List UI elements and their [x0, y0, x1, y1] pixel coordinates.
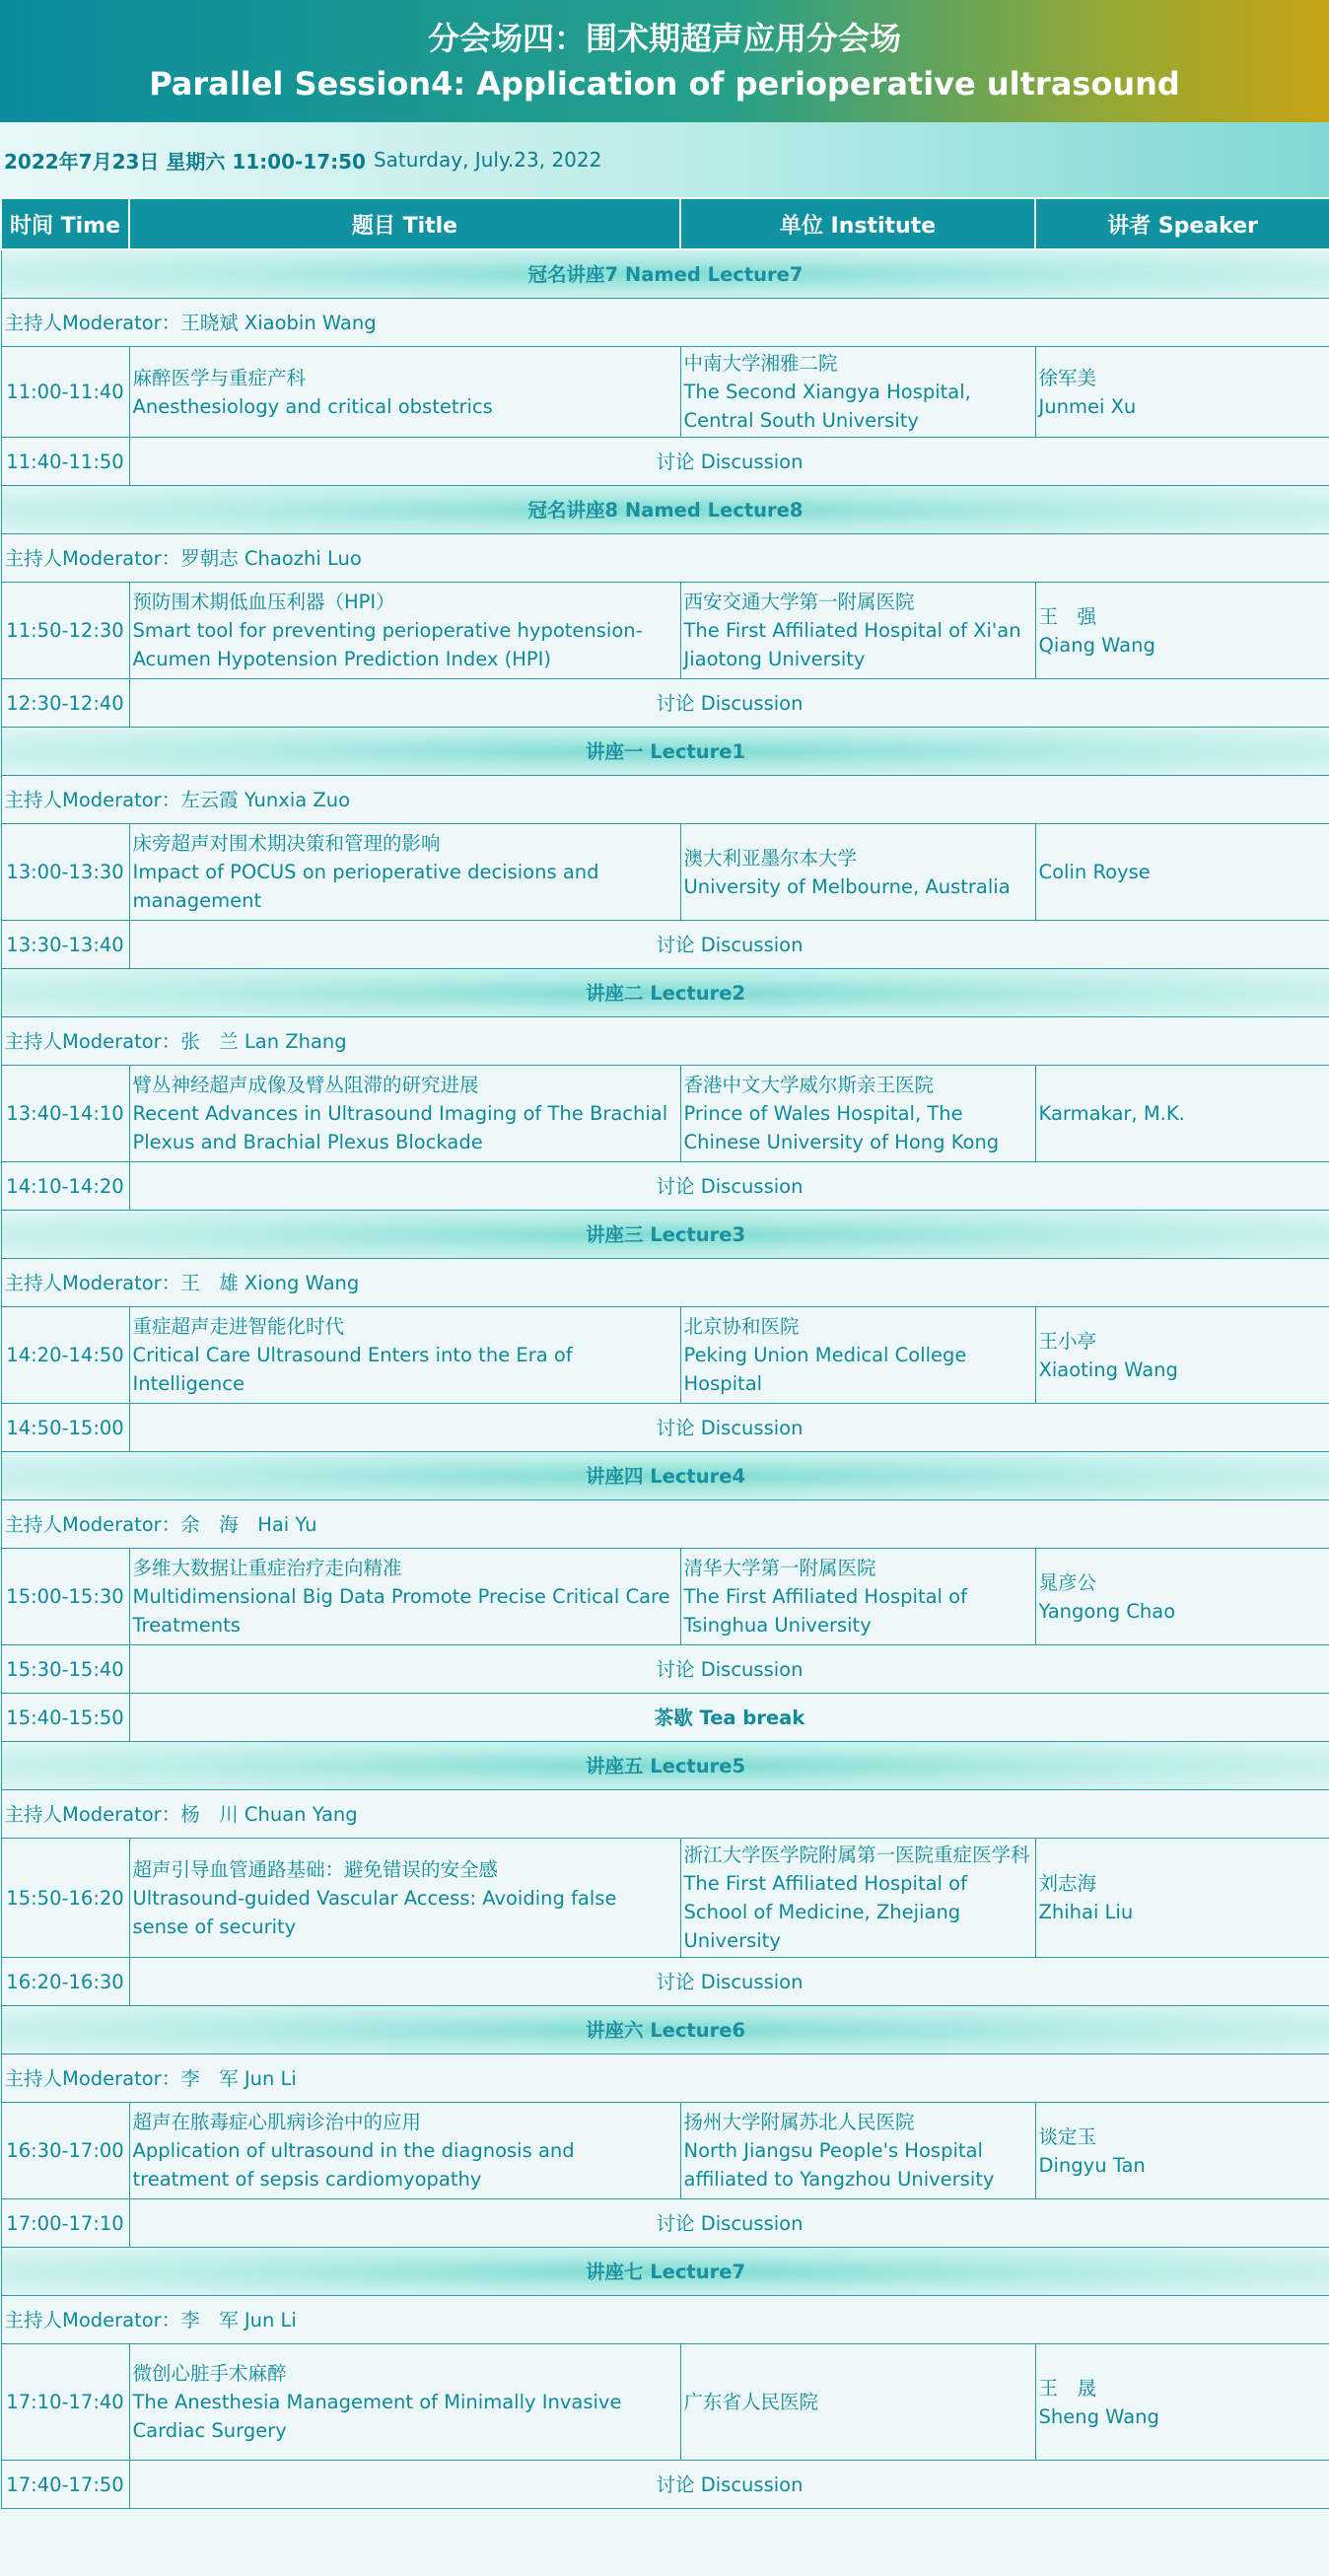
institute-cn: 香港中文大学威尔斯亲王医院	[683, 1074, 935, 1096]
discussion-label: 讨论 Discussion	[129, 679, 1329, 728]
talk-time: 16:30-17:00	[1, 2103, 129, 2199]
section-row	[1, 2248, 1329, 2296]
schedule-table	[0, 197, 1329, 2509]
moderator: 主持人Moderator：李 军 Jun Li	[1, 2296, 1329, 2344]
talk-title	[129, 2344, 680, 2461]
institute-en: The First Affiliated Hospital of Xi'an Jiaotong University	[683, 619, 1021, 670]
talk-time: 17:10-17:40	[1, 2344, 129, 2461]
discussion-label: 讨论 Discussion	[129, 921, 1329, 969]
institute-en: The Second Xiangya Hospital, Central South University	[683, 381, 971, 432]
talk-institute	[680, 1307, 1035, 1404]
talk-title-cn: 预防围术期低血压利器（HPI）	[132, 591, 395, 613]
discussion-row	[1, 679, 1329, 728]
talk-title-en: Recent Advances in Ultrasound Imaging of The Brachial Plexus and Brachial Plexus Blockade	[132, 1102, 668, 1153]
institute-en: Prince of Wales Hospital, The Chinese University of Hong Kong	[683, 1102, 1000, 1153]
talk-speaker	[1035, 583, 1329, 679]
talk-row	[1, 1066, 1329, 1162]
discussion-label: 讨论 Discussion	[129, 438, 1329, 486]
teabreak-label: 茶歇 Tea break	[129, 1694, 1329, 1742]
page-header	[0, 0, 1329, 122]
talk-institute	[680, 583, 1035, 679]
speaker-en: Qiang Wang	[1038, 633, 1155, 657]
talk-title-cn: 重症超声走进智能化时代	[132, 1315, 345, 1338]
talk-title-en: The Anesthesia Management of Minimally Invasive Cardiac Surgery	[132, 2391, 622, 2442]
talk-title	[129, 583, 680, 679]
talk-title-en: Smart tool for preventing perioperative hypotension- Acumen Hypotension Prediction Index (HPI)	[132, 619, 643, 670]
speaker-en: Sheng Wang	[1038, 2404, 1159, 2428]
section-row	[1, 249, 1329, 299]
column-header-title: 题目 Title	[129, 198, 680, 249]
discussion-row	[1, 1958, 1329, 2006]
institute-cn: 扬州大学附属苏北人民医院	[683, 2111, 915, 2133]
talk-title-en: Ultrasound-guided Vascular Access: Avoiding false sense of security	[132, 1886, 617, 1938]
discussion-time: 13:30-13:40	[1, 921, 129, 969]
institute-cn: 西安交通大学第一附属医院	[683, 591, 915, 613]
moderator-row	[1, 1259, 1329, 1307]
speaker-en: Zhihai Liu	[1038, 1901, 1134, 1923]
moderator: 主持人Moderator：余 海 Hai Yu	[1, 1500, 1329, 1549]
discussion-label: 讨论 Discussion	[129, 1958, 1329, 2006]
talk-title	[129, 1066, 680, 1162]
discussion-row	[1, 438, 1329, 486]
schedule-body	[1, 249, 1329, 2509]
discussion-time: 15:30-15:40	[1, 1645, 129, 1694]
moderator-row	[1, 776, 1329, 824]
discussion-label: 讨论 Discussion	[129, 1162, 1329, 1211]
moderator: 主持人Moderator：杨 川 Chuan Yang	[1, 1790, 1329, 1839]
section-row	[1, 969, 1329, 1017]
talk-title-en: Impact of POCUS on perioperative decisions and management	[132, 861, 599, 912]
moderator-row	[1, 1790, 1329, 1839]
talk-title	[129, 1549, 680, 1645]
column-header-time: 时间 Time	[1, 198, 129, 249]
moderator-row	[1, 1500, 1329, 1549]
column-header-speaker: 讲者 Speaker	[1035, 198, 1329, 249]
talk-row	[1, 1839, 1329, 1958]
talk-title-en: Multidimensional Big Data Promote Precise Critical Care Treatments	[132, 1585, 670, 1636]
talk-title-cn: 超声在脓毒症心肌病诊治中的应用	[132, 2111, 422, 2133]
talk-title-en: Critical Care Ultrasound Enters into the Era of Intelligence	[132, 1344, 573, 1395]
talk-time: 15:50-16:20	[1, 1839, 129, 1958]
institute-en: Peking Union Medical College Hospital	[683, 1344, 967, 1395]
talk-institute	[680, 2344, 1035, 2461]
section-row	[1, 486, 1329, 534]
talk-speaker	[1035, 1307, 1329, 1404]
moderator-row	[1, 2054, 1329, 2103]
talk-time: 13:00-13:30	[1, 824, 129, 921]
discussion-row	[1, 1645, 1329, 1694]
teabreak-row	[1, 1694, 1329, 1742]
discussion-row	[1, 1404, 1329, 1452]
talk-speaker	[1035, 1066, 1329, 1162]
discussion-time: 16:20-16:30	[1, 1958, 129, 2006]
teabreak-time: 15:40-15:50	[1, 1694, 129, 1742]
moderator-row	[1, 299, 1329, 347]
talk-time: 11:00-11:40	[1, 347, 129, 438]
discussion-row	[1, 2461, 1329, 2509]
date-cn: 2022年7月23日 星期六 11:00-17:50	[4, 149, 366, 174]
institute-cn: 广东省人民医院	[683, 2391, 819, 2413]
section-title: 讲座四 Lecture4	[1, 1452, 1329, 1500]
talk-title-cn: 多维大数据让重症治疗走向精准	[132, 1557, 402, 1579]
talk-speaker	[1035, 1839, 1329, 1958]
talk-title	[129, 824, 680, 921]
section-row	[1, 2006, 1329, 2054]
title-cn: 分会场四：围术期超声应用分会场	[427, 20, 901, 57]
speaker-cn: 谈定玉	[1038, 2124, 1097, 2148]
institute-cn: 清华大学第一附属医院	[683, 1557, 876, 1579]
section-title: 讲座七 Lecture7	[1, 2248, 1329, 2296]
institute-cn: 北京协和医院	[683, 1315, 800, 1338]
talk-row	[1, 2103, 1329, 2199]
table-header-row	[1, 198, 1329, 249]
speaker-cn: 刘志海	[1038, 1872, 1097, 1895]
talk-time: 11:50-12:30	[1, 583, 129, 679]
discussion-time: 17:40-17:50	[1, 2461, 129, 2509]
speaker-en: Karmakar, M.K.	[1038, 1102, 1185, 1125]
section-title: 冠名讲座8 Named Lecture8	[1, 486, 1329, 534]
institute-en: The First Affiliated Hospital of Tsinghua University	[683, 1585, 967, 1636]
talk-row	[1, 1307, 1329, 1404]
talk-speaker	[1035, 2103, 1329, 2199]
institute-cn: 中南大学湘雅二院	[683, 352, 838, 375]
moderator: 主持人Moderator：王晓斌 Xiaobin Wang	[1, 299, 1329, 347]
column-header-institute: 单位 Institute	[680, 198, 1035, 249]
discussion-label: 讨论 Discussion	[129, 2199, 1329, 2248]
talk-institute	[680, 824, 1035, 921]
section-title: 讲座五 Lecture5	[1, 1742, 1329, 1790]
talk-institute	[680, 1839, 1035, 1958]
speaker-cn: 徐军美	[1038, 366, 1097, 389]
talk-institute	[680, 1549, 1035, 1645]
talk-title-cn: 超声引导血管通路基础：避免错误的安全感	[132, 1857, 499, 1881]
talk-title-en: Anesthesiology and critical obstetrics	[132, 394, 493, 418]
speaker-en: Xiaoting Wang	[1038, 1358, 1178, 1381]
discussion-time: 14:50-15:00	[1, 1404, 129, 1452]
section-title: 讲座三 Lecture3	[1, 1211, 1329, 1259]
talk-title-cn: 微创心脏手术麻醉	[132, 2362, 287, 2385]
institute-cn: 澳大利亚墨尔本大学	[683, 846, 858, 870]
discussion-time: 14:10-14:20	[1, 1162, 129, 1211]
institute-en: The First Affiliated Hospital of School of Medicine, Zhejiang University	[683, 1872, 967, 1952]
moderator: 主持人Moderator：左云霞 Yunxia Zuo	[1, 776, 1329, 824]
speaker-cn: 王 晟	[1038, 2376, 1097, 2400]
talk-speaker	[1035, 2344, 1329, 2461]
talk-title-cn: 麻醉医学与重症产科	[132, 366, 307, 389]
talk-row	[1, 2344, 1329, 2461]
talk-title	[129, 347, 680, 438]
moderator-row	[1, 1017, 1329, 1066]
date-line	[0, 122, 1329, 197]
section-row	[1, 1452, 1329, 1500]
moderator-row	[1, 534, 1329, 583]
talk-row	[1, 583, 1329, 679]
speaker-cn: 王 强	[1038, 604, 1097, 628]
discussion-time: 12:30-12:40	[1, 679, 129, 728]
institute-en: North Jiangsu People's Hospital affiliated to Yangzhou University	[683, 2139, 995, 2191]
talk-title-cn: 床旁超声对围术期决策和管理的影响	[132, 832, 441, 855]
talk-time: 13:40-14:10	[1, 1066, 129, 1162]
talk-title-en: Application of ultrasound in the diagnosis and treatment of sepsis cardiomyopathy	[132, 2139, 575, 2191]
section-title: 冠名讲座7 Named Lecture7	[1, 249, 1329, 299]
talk-title	[129, 1307, 680, 1404]
talk-title	[129, 2103, 680, 2199]
talk-speaker	[1035, 347, 1329, 438]
speaker-en: Yangong Chao	[1038, 1599, 1176, 1623]
institute-en: University of Melbourne, Australia	[683, 874, 1011, 898]
talk-institute	[680, 2103, 1035, 2199]
talk-speaker	[1035, 1549, 1329, 1645]
talk-institute	[680, 347, 1035, 438]
moderator: 主持人Moderator：张 兰 Lan Zhang	[1, 1017, 1329, 1066]
talk-row	[1, 824, 1329, 921]
discussion-time: 17:00-17:10	[1, 2199, 129, 2248]
talk-row	[1, 347, 1329, 438]
discussion-time: 11:40-11:50	[1, 438, 129, 486]
section-row	[1, 728, 1329, 776]
section-title: 讲座一 Lecture1	[1, 728, 1329, 776]
moderator-row	[1, 2296, 1329, 2344]
discussion-row	[1, 2199, 1329, 2248]
section-row	[1, 1742, 1329, 1790]
speaker-cn: 晁彦公	[1038, 1570, 1097, 1594]
speaker-en: Colin Royse	[1038, 861, 1151, 883]
speaker-cn: 王小亭	[1038, 1329, 1097, 1353]
discussion-row	[1, 1162, 1329, 1211]
date-en: Saturday, July.23, 2022	[373, 148, 602, 172]
talk-speaker	[1035, 824, 1329, 921]
discussion-row	[1, 921, 1329, 969]
section-row	[1, 1211, 1329, 1259]
moderator: 主持人Moderator：李 军 Jun Li	[1, 2054, 1329, 2103]
moderator: 主持人Moderator：王 雄 Xiong Wang	[1, 1259, 1329, 1307]
talk-institute	[680, 1066, 1035, 1162]
talk-title-cn: 臂丛神经超声成像及臂丛阻滞的研究进展	[132, 1074, 479, 1096]
institute-cn: 浙江大学医学院附属第一医院重症医学科	[683, 1844, 1030, 1866]
talk-time: 14:20-14:50	[1, 1307, 129, 1404]
section-title: 讲座六 Lecture6	[1, 2006, 1329, 2054]
moderator: 主持人Moderator：罗朝志 Chaozhi Luo	[1, 534, 1329, 583]
talk-time: 15:00-15:30	[1, 1549, 129, 1645]
talk-title	[129, 1839, 680, 1958]
speaker-en: Dingyu Tan	[1038, 2153, 1146, 2177]
discussion-label: 讨论 Discussion	[129, 1404, 1329, 1452]
discussion-label: 讨论 Discussion	[129, 2461, 1329, 2509]
section-title: 讲座二 Lecture2	[1, 969, 1329, 1017]
title-en: Parallel Session4: Application of perioperative ultrasound	[149, 65, 1180, 103]
talk-row	[1, 1549, 1329, 1645]
speaker-en: Junmei Xu	[1038, 394, 1137, 418]
discussion-label: 讨论 Discussion	[129, 1645, 1329, 1694]
